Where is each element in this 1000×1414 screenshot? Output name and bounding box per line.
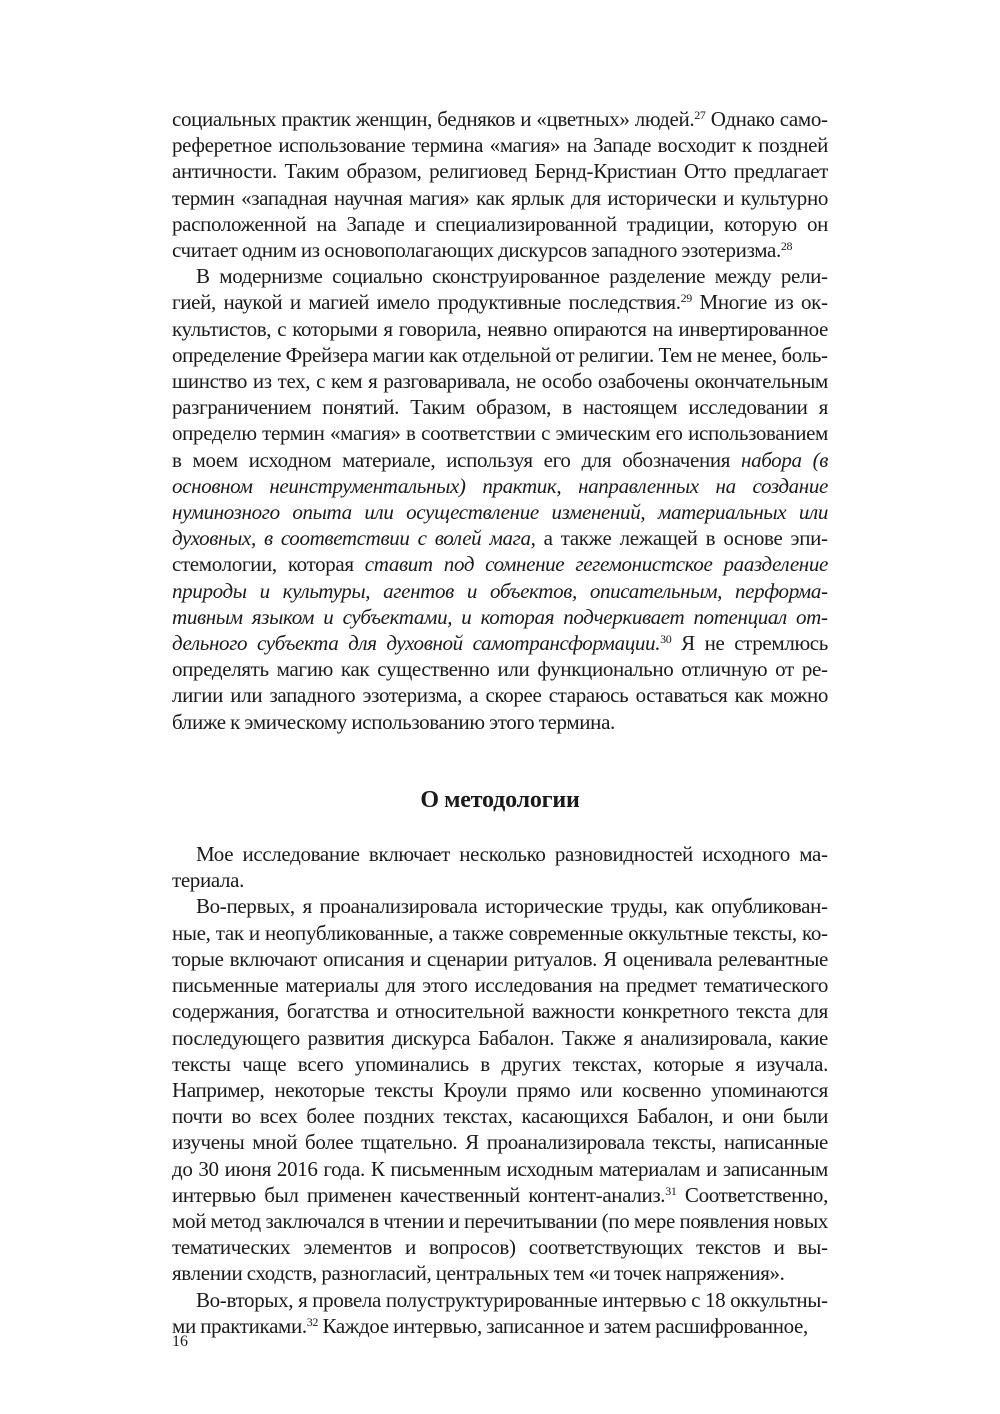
paragraph-p3 [172, 841, 828, 893]
italic-text: набора (в основном неинструментальных) практик, направленных на создание нуминозного опыта или осуществление изменений, материальных или духовных, в соответствии с волей мага, [172, 447, 829, 551]
text-run: Мое исследование включает несколько разновидностей исходного материала. [172, 842, 828, 893]
text-run: а также лежащей в основе эпистемологии, которая [172, 526, 828, 577]
section-heading: О методологии [420, 786, 580, 813]
text-run: Я не стремлюсь определять магию как существенно или функционально отличную от религии или западного эзотеризма, а скорее стараюсь оставаться как можно ближе к эмическому использованию этого термина. [172, 631, 829, 734]
footnote-reference: 32 [306, 1314, 319, 1329]
text-run: Многие из оккультистов, с которыми я говорила, неявно опираются на инвертированное определение Фрейзера магии как отдельной от религии. Тем не менее, большинство из тех, с кем я разговаривала, не особо озабочены окончательным разграничением понятий. Таким образом, в настоящем исследовании я определю термин «магия» в соответствии с эмическим его использованием в моем исходном материале, используя его для обозначения [172, 290, 828, 472]
footnote-reference: 30 [660, 632, 672, 647]
text-run: Соответственно, мой метод заключался в чтении и перечитывании (по мере появления новых тематических элементов и вопросов) соответствующих текстов и выявлении сходств, разногласий, центральных тем «и точек напряжения». [172, 1182, 828, 1286]
footnote-reference: 29 [680, 291, 692, 306]
text-run: В модернизме социально сконструированное разделение между религией, наукой и магией имело продуктивные последствия. [172, 264, 828, 315]
body-text-after-heading [172, 841, 828, 1339]
paragraph-p4 [172, 893, 828, 1286]
text-run: Каждое интервью, записанное и затем расшифрованное, [318, 1313, 808, 1338]
body-text-before-heading [172, 106, 828, 735]
footnote-reference: 31 [665, 1183, 677, 1198]
text-run: Однако самореферетное использование термина «магия» на Западе восходит к поздней античности. Таким образом, религиовед Бернд-Кристиан Отто предлагает термин «западная научная магия» как ярлык для исторически и культурно расположенной на Западе и специализированной традиции, которую он считает одним из основополагающих дискурсов западного эзотеризма. [172, 107, 828, 263]
document-page [172, 106, 828, 1339]
text-run: социальных практик женщин, бедняков и «цветных» людей. [172, 107, 695, 131]
paragraph-p1 [172, 106, 828, 263]
italic-text: ставит под сомнение гегемонистское раазделение природы и культуры, агентов и объектов, описательным, перформативным языком и субъектами, и которая подчеркивает потенциал отдельного субъекта для духовной самотрансформации. [172, 552, 828, 656]
paragraph-p2 [172, 263, 828, 735]
footnote-reference: 27 [694, 108, 706, 122]
footnote-reference: 28 [780, 239, 793, 254]
paragraph-p5 [172, 1287, 828, 1339]
page-number: 16 [172, 1333, 188, 1350]
text-run: Во-первых, я проанализировала исторические труды, как опубликованные, так и неопубликованные, а также современные оккультные тексты, которые включают описания и сценарии ритуалов. Я оценивала релевантные письменные материалы для этого исследования на предмет тематического содержания, богатства и относительной важности конкретного текста для последующего развития дискурса Бабалон. Также я анализировала, какие тексты чаще всего упоминались в других текстах, которые я изучала. Например, некоторые тексты Кроули прямо или косвенно упоминаются почти во всех более поздних текстах, касающихся Бабалон, и они были изучены мной более тщательно. Я проанализировала тексты, написанные до 30 июня 2016 года. К письменным исходным материалам и записанным интервью был применен качественный контент-анализ. [172, 894, 828, 1207]
text-run: Во-вторых, я провела полуструктурированные интервью с 18 оккультными практиками. [172, 1287, 828, 1338]
